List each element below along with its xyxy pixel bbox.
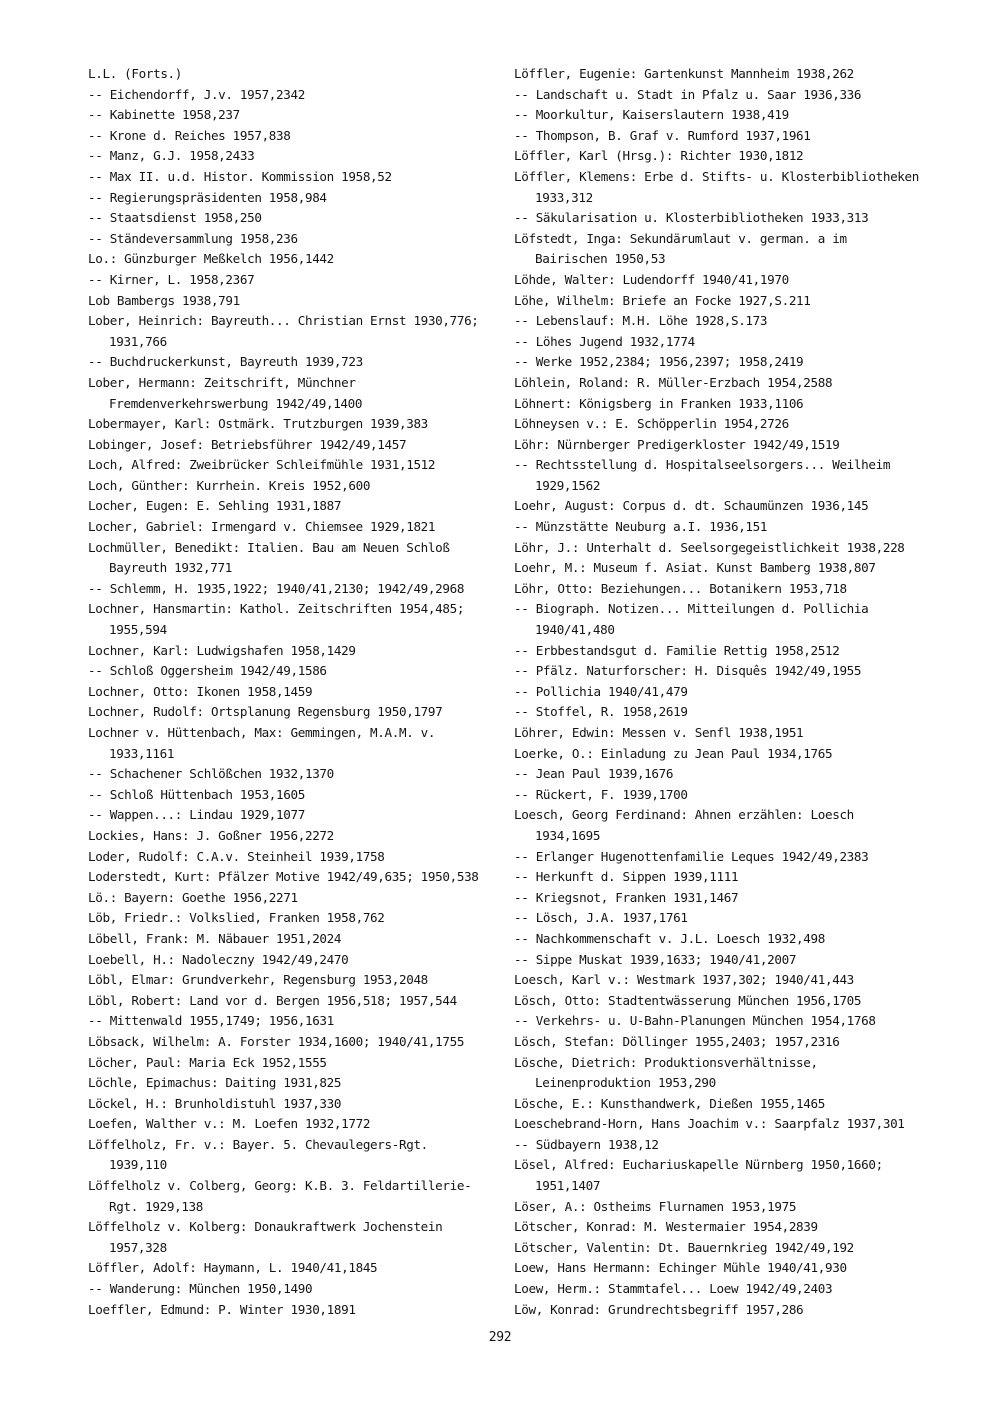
index-entry: -- Mittenwald 1955,1749; 1956,1631 <box>88 1013 334 1029</box>
index-entry: Lötscher, Valentin: Dt. Bauernkrieg 1942/49,192 <box>514 1239 854 1255</box>
index-entry: -- Manz, G.J. 1958,2433 <box>88 148 255 164</box>
index-entry: Löser, A.: Ostheims Flurnamen 1953,1975 <box>514 1198 797 1214</box>
index-entry: -- Nachkommenschaft v. J.L. Loesch 1932,498 <box>514 930 825 946</box>
index-entry: Löhrer, Edwin: Messen v. Senfl 1938,1951 <box>514 725 804 740</box>
index-entry: Lober, Heinrich: Bayreuth... Christian Ernst 1930,776; 1931,766 <box>88 313 479 349</box>
index-entry: Loehr, M.: Museum f. Asiat. Kunst Bamberg 1938,807 <box>514 560 876 576</box>
index-entry: Loder, Rudolf: C.A.v. Steinheil 1939,1758 <box>88 848 385 864</box>
index-entry: Loew, Herm.: Stammtafel... Loew 1942/49,2403 <box>514 1281 833 1297</box>
index-entry: -- Wanderung: München 1950,1490 <box>88 1281 313 1297</box>
index-entry: -- Krone d. Reiches 1957,838 <box>88 127 291 143</box>
index-entry: L.L. (Forts.) <box>88 66 183 81</box>
index-entry: Lötscher, Konrad: M. Westermaier 1954,2839 <box>514 1219 818 1235</box>
index-entry: -- Lebenslauf: M.H. Löhe 1928,S.173 <box>514 313 768 329</box>
index-entry: -- Erbbestandsgut d. Familie Rettig 1958,2512 <box>514 642 840 658</box>
index-entry: Löhr: Nürnberger Predigerkloster 1942/49,1519 <box>514 436 840 452</box>
index-entry: -- Staatsdienst 1958,250 <box>88 210 262 226</box>
index-entry: -- Schlemm, H. 1935,1922; 1940/41,2130; 1942/49,2968 <box>88 580 465 596</box>
index-entry: -- Jean Paul 1939,1676 <box>514 766 674 782</box>
left-column <box>88 64 490 1320</box>
index-entry: -- Rückert, F. 1939,1700 <box>514 786 688 802</box>
index-entry: -- Kriegsnot, Franken 1931,1467 <box>514 889 739 905</box>
index-entry: Loch, Alfred: Zweibrücker Schleifmühle 1931,1512 <box>88 457 436 473</box>
index-entry: Loderstedt, Kurt: Pfälzer Motive 1942/49,635; 1950,538 <box>88 869 479 885</box>
index-entry: Löffler, Klemens: Erbe d. Stifts- u. Klosterbibliotheken 1933,312 <box>514 168 919 205</box>
index-entry: Löb, Friedr.: Volkslied, Franken 1958,762 <box>88 910 385 926</box>
index-entry: Lochner, Otto: Ikonen 1958,1459 <box>88 683 313 699</box>
index-entry: -- Schloß Hüttenbach 1953,1605 <box>88 786 305 802</box>
index-entry: Löbl, Elmar: Grundverkehr, Regensburg 1953,2048 <box>88 972 428 988</box>
index-entry: -- Biograph. Notizen... Mitteilungen d. Pollichia 1940/41,480 <box>514 601 869 638</box>
index-entry: Löhr, J.: Unterhalt d. Seelsorgegeistlichkeit 1938,228 <box>514 539 905 555</box>
index-entry: Löhlein, Roland: R. Müller-Erzbach 1954,2588 <box>514 374 833 390</box>
index-entry: Loesch, Karl v.: Westmark 1937,302; 1940/41,443 <box>514 972 854 988</box>
index-entry: -- Rechtsstellung d. Hospitalseelsorgers... Weilheim 1929,1562 <box>514 457 891 493</box>
index-entry: Löhr, Otto: Beziehungen... Botanikern 1953,718 <box>514 580 847 596</box>
index-entry: -- Sippe Muskat 1939,1633; 1940/41,2007 <box>514 951 797 967</box>
index-entry: Loch, Günther: Kurrhein. Kreis 1952,600 <box>88 477 371 493</box>
index-entry: Lochner v. Hüttenbach, Max: Gemmingen, M.A.M. v. 1933,1161 <box>88 725 436 761</box>
index-entry: Löfstedt, Inga: Sekundärumlaut v. german. a im Bairischen 1950,53 <box>514 230 847 267</box>
index-entry: Lober, Hermann: Zeitschrift, Münchner Fremdenverkehrswerbung 1942/49,1400 <box>88 374 363 411</box>
index-entry: Löffler, Adolf: Haymann, L. 1940/41,1845 <box>88 1260 378 1276</box>
index-entry: Löhnert: Königsberg in Franken 1933,1106 <box>514 395 804 411</box>
index-entry: Lochner, Rudolf: Ortsplanung Regensburg 1950,1797 <box>88 704 443 720</box>
index-entry: -- Max II. u.d. Histor. Kommission 1958,52 <box>88 168 392 184</box>
index-entry: -- Werke 1952,2384; 1956,2397; 1958,2419 <box>514 354 804 370</box>
index-entry: Löffler, Karl (Hrsg.): Richter 1930,1812 <box>514 148 804 164</box>
index-entry: -- Pfälz. Naturforscher: H. Disquês 1942/49,1955 <box>514 663 862 679</box>
index-entry: -- Landschaft u. Stadt in Pfalz u. Saar 1936,336 <box>514 86 862 102</box>
index-entry: Loeffler, Edmund: P. Winter 1930,1891 <box>88 1301 356 1317</box>
index-entry: Lochner, Karl: Ludwigshafen 1958,1429 <box>88 642 356 658</box>
index-entry: Löffler, Eugenie: Gartenkunst Mannheim 1938,262 <box>514 66 854 81</box>
index-entry: Löhde, Walter: Ludendorff 1940/41,1970 <box>514 271 789 287</box>
index-entry: Loesch, Georg Ferdinand: Ahnen erzählen: Loesch 1934,1695 <box>514 807 854 843</box>
index-entry: Lobermayer, Karl: Ostmärk. Trutzburgen 1939,383 <box>88 416 428 432</box>
index-entry: -- Kabinette 1958,237 <box>88 107 240 123</box>
index-entry: Löbl, Robert: Land vor d. Bergen 1956,518; 1957,544 <box>88 992 457 1008</box>
index-entry: -- Lösch, J.A. 1937,1761 <box>514 910 688 926</box>
index-entry: Lösch, Stefan: Döllinger 1955,2403; 1957,2316 <box>514 1033 840 1049</box>
index-entry: -- Löhes Jugend 1932,1774 <box>514 333 695 349</box>
index-entry: Löffelholz, Fr. v.: Bayer. 5. Chevaulegers-Rgt. 1939,110 <box>88 1136 428 1173</box>
index-entry: -- Moorkultur, Kaiserslautern 1938,419 <box>514 107 789 123</box>
index-entry: Loefen, Walther v.: M. Loefen 1932,1772 <box>88 1116 371 1132</box>
index-entry: Löckel, H.: Brunholdistuhl 1937,330 <box>88 1095 342 1111</box>
index-entry: Lösel, Alfred: Euchariuskapelle Nürnberg 1950,1660; 1951,1407 <box>514 1157 883 1194</box>
index-entry: Loebell, H.: Nadoleczny 1942/49,2470 <box>88 951 349 967</box>
index-entry: Löchle, Epimachus: Daiting 1931,825 <box>88 1075 342 1091</box>
page-number: 292 <box>488 1330 512 1345</box>
index-entry: -- Kirner, L. 1958,2367 <box>88 271 255 287</box>
index-entry: Lösche, Dietrich: Produktionsverhältnisse, Leinenproduktion 1953,290 <box>514 1054 818 1091</box>
index-entry: -- Erlanger Hugenottenfamilie Leques 1942/49,2383 <box>514 848 869 864</box>
index-entry: Löffelholz v. Kolberg: Donaukraftwerk Jochenstein 1957,328 <box>88 1219 443 1255</box>
index-entry: -- Verkehrs- u. U-Bahn-Planungen München 1954,1768 <box>514 1013 876 1029</box>
index-entry: Lochmüller, Benedikt: Italien. Bau am Neuen Schloß Bayreuth 1932,771 <box>88 539 450 576</box>
index-entry: Loehr, August: Corpus d. dt. Schaumünzen 1936,145 <box>514 498 869 514</box>
index-entry: Lösch, Otto: Stadtentwässerung München 1956,1705 <box>514 992 862 1008</box>
index-entry: -- Ständeversammlung 1958,236 <box>88 230 298 246</box>
index-entry: -- Herkunft d. Sippen 1939,1111 <box>514 869 739 885</box>
index-entry: Lö.: Bayern: Goethe 1956,2271 <box>88 889 298 905</box>
right-column <box>514 64 924 1320</box>
index-entry: Lo.: Günzburger Meßkelch 1956,1442 <box>88 251 334 267</box>
index-entry: -- Säkularisation u. Klosterbibliotheken 1933,313 <box>514 210 869 226</box>
index-entry: -- Wappen...: Lindau 1929,1077 <box>88 807 305 823</box>
index-entry: Locher, Gabriel: Irmengard v. Chiemsee 1929,1821 <box>88 519 436 535</box>
index-entry: Loeschebrand-Horn, Hans Joachim v.: Saarpfalz 1937,301 <box>514 1116 905 1132</box>
index-entry: Loerke, O.: Einladung zu Jean Paul 1934,1765 <box>514 745 833 761</box>
index-entry: -- Eichendorff, J.v. 1957,2342 <box>88 86 305 102</box>
index-entry: -- Stoffel, R. 1958,2619 <box>514 704 688 720</box>
index-entry: -- Schachener Schlößchen 1932,1370 <box>88 766 334 782</box>
index-entry: Lochner, Hansmartin: Kathol. Zeitschriften 1954,485; 1955,594 <box>88 601 465 638</box>
index-entry: -- Regierungspräsidenten 1958,984 <box>88 189 327 205</box>
index-entry: -- Thompson, B. Graf v. Rumford 1937,1961 <box>514 127 811 143</box>
index-entry: Löcher, Paul: Maria Eck 1952,1555 <box>88 1054 327 1070</box>
index-entry: -- Münzstätte Neuburg a.I. 1936,151 <box>514 519 768 535</box>
index-entry: Löffelholz v. Colberg, Georg: K.B. 3. Feldartillerie-Rgt. 1929,138 <box>88 1178 472 1214</box>
index-entry: -- Pollichia 1940/41,479 <box>514 683 688 699</box>
index-entry: -- Buchdruckerkunst, Bayreuth 1939,723 <box>88 354 363 370</box>
index-entry: Lobinger, Josef: Betriebsführer 1942/49,1457 <box>88 436 407 452</box>
index-entry: Löhneysen v.: E. Schöpperlin 1954,2726 <box>514 416 789 432</box>
index-entry: Lob Bambergs 1938,791 <box>88 292 240 308</box>
index-entry: Löw, Konrad: Grundrechtsbegriff 1957,286 <box>514 1301 804 1317</box>
index-entry: Löbell, Frank: M. Näbauer 1951,2024 <box>88 930 342 946</box>
index-entry: Loew, Hans Hermann: Echinger Mühle 1940/41,930 <box>514 1260 847 1276</box>
index-entry: -- Schloß Oggersheim 1942/49,1586 <box>88 663 327 679</box>
index-entry: -- Südbayern 1938,12 <box>514 1136 659 1152</box>
index-entry: Löbsack, Wilhelm: A. Forster 1934,1600; 1940/41,1755 <box>88 1033 465 1049</box>
index-entry: Lockies, Hans: J. Goßner 1956,2272 <box>88 827 334 843</box>
index-entry: Locher, Eugen: E. Sehling 1931,1887 <box>88 498 342 514</box>
index-entry: Löhe, Wilhelm: Briefe an Focke 1927,S.211 <box>514 292 811 308</box>
index-entry: Lösche, E.: Kunsthandwerk, Dießen 1955,1465 <box>514 1095 825 1111</box>
